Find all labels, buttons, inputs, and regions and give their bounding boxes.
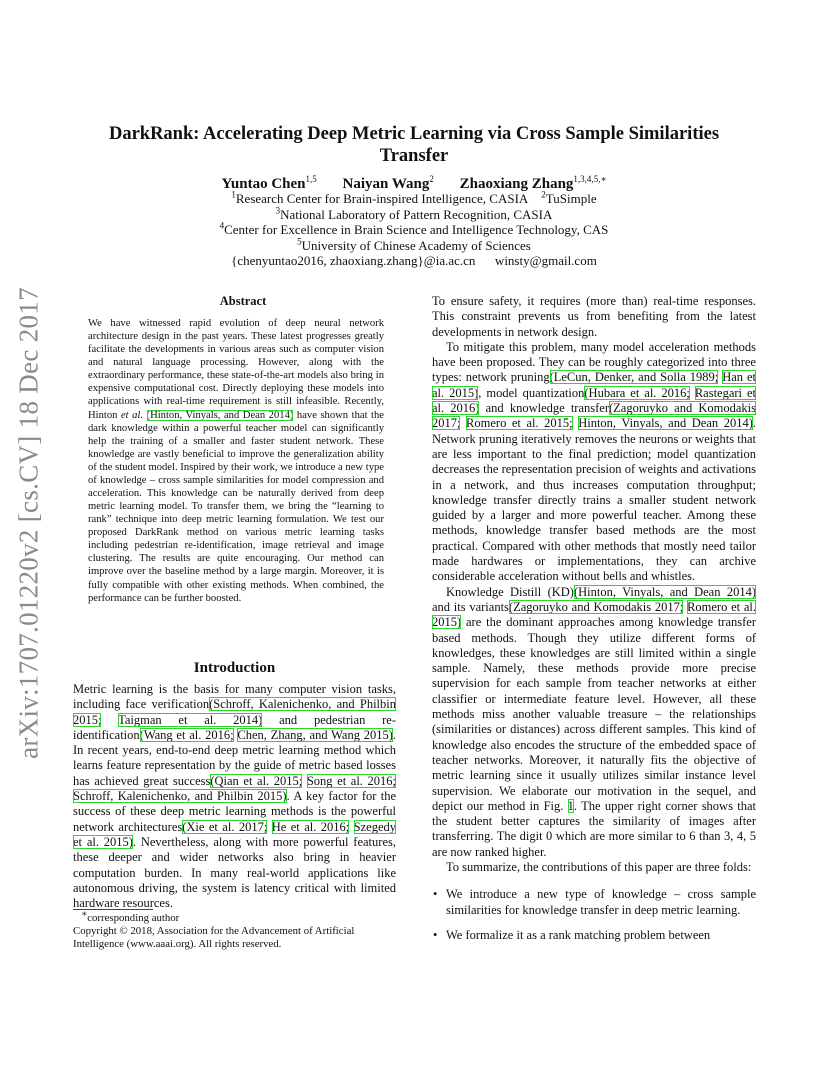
- citation-link[interactable]: Romero et al. 2015;: [466, 416, 573, 431]
- arxiv-stamp: arXiv:1707.01220v2 [cs.CV] 18 Dec 2017: [13, 286, 44, 759]
- citation-link[interactable]: (Qian et al. 2015;: [210, 773, 303, 788]
- contribution-list: [432, 887, 756, 943]
- bullet-icon: •: [433, 927, 438, 942]
- email-line: {chenyuntao2016, zhaoxiang.zhang}@ia.ac.cn winsty@gmail.com: [231, 253, 597, 269]
- affiliation: $^3$National Laboratory of Pattern Recognition, CASIA: [275, 205, 553, 222]
- author: Zhaoxiang Zhang$^{1,3,4,5,∗}$: [459, 174, 607, 192]
- right-column: [432, 294, 756, 953]
- intro-paragraph: Metric learning is the basis for many computer vision tasks, including face verification(Schroff, Kalenichenko, and Philbin 2015; Taigman et al. 2014) and pedestrian re-identification(Wang et al. 2016; Chen, Zhang, and Wang 2015). In recent years, end-to-end deep metric learning method which learns feature representation by the guide of metric based losses has achieved great success(Qian et al. 2015; Song et al. 2016; Schroff, Kalenichenko, and Philbin 2015). A key factor for the success of these deep metric learning methods is the powerful network architectures(Xie et al. 2017; He et al. 2016; Szegedy et al. 2015). Nevertheless, along with more powerful features, these deeper and wider networks also bring in heavier computation burden. In many real-world applications like autonomous driving, the system is latency critical with limited hardware resources.: [73, 682, 397, 911]
- citation-link[interactable]: Szegedy et al. 2015): [73, 819, 397, 849]
- affiliation: $^5$University of Chinese Academy of Sciences: [297, 236, 531, 253]
- citation-link[interactable]: (Wang et al. 2016;: [139, 727, 234, 742]
- paragraph: Knowledge Distill (KD)(Hinton, Vinyals, and Dean 2014) and its variants(Zagoruyko and Komodakis 2017; Romero et al. 2015) are the dominant approaches among knowledge transfer based methods. Though they utilize different forms of knowledges, these knowledges are still limited within a single sample. Namely, these methods provide more precise supervision for each sample from teacher networks at either classifier or intermediate feature level. However, all these methods miss another valuable treasure – the relationships (similarities or distances) across different samples. This kind of knowledge also encodes the structure of the embedded space of teacher networks. Moreover, it naturally fits the objective of metric learning since it usually utilizes similar instance level supervision. We elaborate our motivation in the sequel, and depict our method in Fig. 1. The upper right corner shows that the student better captures the similarity of images after transferring. The digit 0 which are more similar to 6 than 3, 4, 5 are now ranked higher.: [432, 584, 757, 859]
- paragraph: To summarize, the contributions of this paper are three folds:: [446, 859, 752, 874]
- citation-link[interactable]: Song et al. 2016;: [306, 773, 396, 788]
- affiliation: $^1$Research Center for Brain-inspired Intelligence, CASIA $^2$TuSimple: [231, 189, 597, 206]
- citation-link[interactable]: Chen, Zhang, and Wang 2015): [237, 727, 393, 742]
- copyright-note: Copyright © 2018, Association for the Advancement of Artificial Intelligence (www.aaai.org). All rights reserved.: [73, 925, 355, 950]
- citation-link[interactable]: Romero et al. 2015): [432, 599, 757, 630]
- citation-link[interactable]: (Hinton, Vinyals, and Dean 2014): [573, 584, 756, 599]
- abstract-body: We have witnessed rapid evolution of deep neural network architecture design in the past years. These latest progresses greatly facilitate the developments in various areas such as computer vision and natural language processing. However, along with the extraordinary performance, these state-of-the-art models also bring in expensive computational cost. Directly deploying these models into applications with real-time requirement is still infeasible. Recently, Hinton et al. (Hinton, Vinyals, and Dean 2014) have shown that the dark knowledge within a powerful teacher model can significantly help the training of a smaller and faster student network. These knowledge are vastly beneficial to improve the generalization ability of the student model. Inspired by their work, we introduce a new type of knowledge – cross sample similarities for model compression and acceleration. This knowledge can be naturally derived from deep metric learning model. To transfer them, we bring the “learning to rank” technique into deep metric learning formulation. We test our proposed DarkRank method on various metric learning tasks including pedestrian re-identification, image retrieval and image clustering. The results are quite encouraging. Our method can improve over the baseline method by a large margin. Moreover, it is fully compatible with other existing methods. When combined, the performance can be further boosted.: [88, 318, 384, 604]
- citation-link[interactable]: (LeCun, Denker, and Solla 1989;: [549, 370, 719, 385]
- bullet-icon: •: [433, 887, 438, 902]
- citation-link[interactable]: Han et al. 2015): [432, 370, 756, 400]
- corresponding-author-note: ∗corresponding author: [81, 908, 180, 924]
- citation-link[interactable]: Taigman et al. 2014): [118, 712, 263, 727]
- section-heading-introduction: Introduction: [193, 660, 276, 676]
- citation-link[interactable]: (Xie et al. 2017;: [182, 819, 268, 834]
- figure-link[interactable]: 1: [567, 798, 574, 813]
- paper-title: DarkRank: Accelerating Deep Metric Learning via Cross Sample Similarities Transfer: [108, 124, 720, 166]
- author: Yuntao Chen$^{1,5}$: [221, 174, 317, 192]
- abstract-heading: Abstract: [219, 294, 267, 308]
- citation-link[interactable]: (Zagoruyko and Komodakis 2017;: [508, 599, 684, 614]
- citation-link[interactable]: Rastegari et al. 2016): [432, 385, 757, 416]
- list-item: • We formalize it as a rank matching problem between: [433, 927, 711, 942]
- citation-link[interactable]: (Schroff, Kalenichenko, and Philbin 2015;: [73, 697, 396, 727]
- footnote: [73, 908, 403, 951]
- paragraph: To mitigate this problem, many model acceleration methods have been proposed. They can be roughly categorized into three types: network pruning(LeCun, Denker, and Solla 1989; Han et al. 2015), model quantization(Hubara et al. 2016; Rastegari et al. 2016) and knowledge transfer(Zagoruyko and Komodakis 2017; Romero et al. 2015; Hinton, Vinyals, and Dean 2014). Network pruning iteratively removes the neurons or weights that are less important to the final prediction; model quantization decreases the representation precision of weights and activations in a network, and thus increases computation throughput; knowledge transfer directly trains a smaller student network guided by a larger and more powerful teacher. Among these methods, knowledge transfer based methods are the most practical. Compared with other methods that mostly need tailor made hardwares or implementations, they can archive considerable acceleration without bells and whistles.: [432, 339, 757, 584]
- author: Naiyan Wang$^2$: [342, 174, 434, 192]
- citation-link[interactable]: He et al. 2016;: [271, 819, 350, 834]
- citation-link[interactable]: Schroff, Kalenichenko, and Philbin 2015): [73, 789, 287, 804]
- citation-link[interactable]: (Hinton, Vinyals, and Dean 2014): [146, 409, 294, 421]
- citation-link[interactable]: (Hubara et al. 2016;: [584, 385, 690, 400]
- affiliations: [80, 191, 748, 269]
- citation-link[interactable]: Hinton, Vinyals, and Dean 2014): [578, 416, 753, 431]
- list-item: • We introduce a new type of knowledge – cross sample similarities for knowledge transfer in deep metric learning.: [433, 887, 756, 917]
- paragraph: To ensure safety, it requires (more than) real-time responses. This constraint prevents us from benefiting from the latest developments in network design.: [432, 294, 756, 339]
- citation-link[interactable]: (Zagoruyko and Komodakis 2017;: [432, 401, 756, 431]
- affiliation: $^4$Center for Excellence in Brain Science and Intelligence Technology, CAS: [219, 220, 609, 238]
